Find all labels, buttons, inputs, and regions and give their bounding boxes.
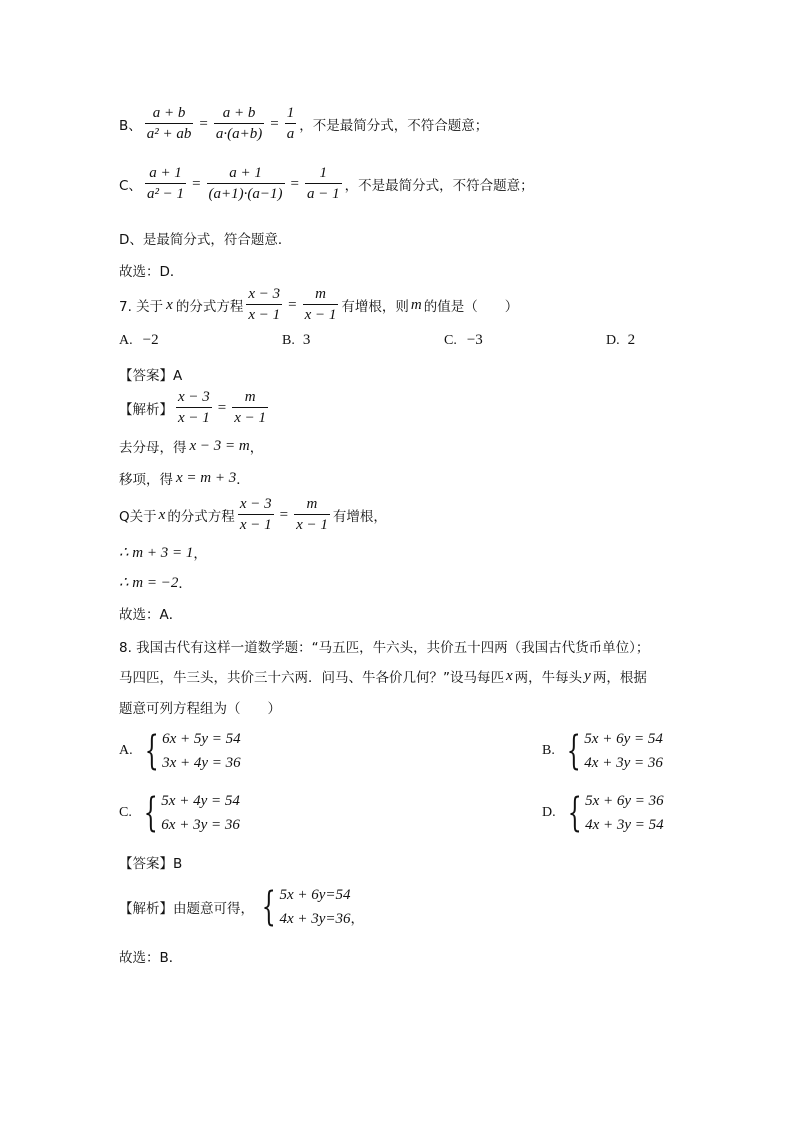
fraction: $\frac{m}{x - 1}$ [304, 286, 337, 323]
q8-option-c: C. { 5x + 4y = 54 6x + 3y = 36 [119, 790, 240, 836]
q7-option-d: D. 2 [606, 332, 636, 348]
q8-analysis: 【解析】 由题意可得， { 5x + 6y=54 4x + 3y=36 ， [119, 884, 365, 930]
option-c-line: C、 $\frac{a + 1}{\text{a² − 1}}$ = $\frac{a + 1}{(a+1)\cdot(a-1)}$ = $\frac{1}{a - 1}$ ，不是最简分式，不符合题意； [119, 165, 534, 202]
q7-question: 7. 关于 x 的分式方程 $\frac{x - 3}{x - 1}$ = $\frac{m}{x - 1}$ 有增根，则 m 的值是（ ） [119, 286, 519, 323]
option-b-label: B、 [119, 118, 142, 134]
q8-option-a: A. { 6x + 5y = 54 3x + 4y = 36 [119, 728, 241, 774]
fraction: $\frac{a + b}{\text{a² + ab}}$ [146, 105, 192, 142]
equation-system: { 6x + 5y = 54 3x + 4y = 36 [144, 728, 241, 774]
q7-analysis: 【解析】 $\frac{x - 3}{x - 1}$ = $\frac{m}{x - 1}$ [119, 389, 267, 426]
q8-line-2: 马四匹，牛三头，共价三十六两．问马、牛各价几何？”设马每匹 x 两，牛每头 y 两，根据 [119, 667, 647, 686]
fraction: $\frac{x - 3}{x - 1}$ [248, 286, 281, 323]
fraction: $\frac{a + 1}{\text{a² − 1}}$ [146, 165, 185, 202]
q8-line-3: 题意可列方程组为（ ） [119, 701, 281, 717]
fraction: $\frac{m}{x - 1}$ [296, 496, 328, 533]
fraction: $\frac{a + 1}{(a+1)\cdot(a-1)}$ [208, 165, 283, 202]
q7-step-2: 移项，得 x = m + 3 ． [119, 469, 250, 488]
q7-step-5: ∴ m = −2 ． [119, 574, 192, 592]
q7-step-3: Q关于 x 的分式方程 $\frac{x - 3}{x - 1}$ = $\frac{m}{x - 1}$ 有增根， [119, 496, 387, 533]
fraction: $\frac{m}{x - 1}$ [234, 389, 267, 426]
q7-step-1: 去分母，得 x − 3 = m ， [119, 437, 264, 456]
q7-option-a: A. −2 [119, 332, 159, 348]
q7-option-b: B. 3 [282, 332, 311, 348]
equation-system: { 5x + 6y=54 4x + 3y=36 [261, 884, 351, 930]
q8-choice: 故选：B． [119, 950, 183, 966]
q7-choice: 故选：A． [119, 607, 183, 623]
option-d-line: D、是最简分式，符合题意． [119, 232, 292, 248]
q7-step-4: ∴ m + 3 = 1 ， [119, 544, 207, 562]
q8-option-b: B. { 5x + 6y = 54 4x + 3y = 36 [542, 728, 663, 774]
fraction: $\frac{a + b}{a\cdot(a+b)}$ [215, 105, 263, 142]
brace-icon: { [566, 728, 581, 774]
brace-icon: { [144, 728, 159, 774]
fraction: $\frac{x - 3}{x - 1}$ [178, 389, 210, 426]
equation-system: { 5x + 6y = 36 4x + 3y = 54 [567, 790, 664, 836]
q6-choice: 故选：D． [119, 264, 184, 280]
fraction: $\frac{1}{a - 1}$ [306, 165, 340, 202]
option-b-line: B、 $\frac{a + b}{\text{a² + ab}}$ = $\frac{a + b}{a\cdot(a+b)}$ = $\frac{1}{a}$ ，不是最简分式，不符合题意； [119, 105, 489, 142]
option-c-label: C、 [119, 178, 142, 194]
brace-icon: { [567, 790, 582, 836]
q8-option-d: D. { 5x + 6y = 36 4x + 3y = 54 [542, 790, 664, 836]
brace-icon: { [261, 884, 276, 930]
q7-option-c: C. −3 [444, 332, 483, 348]
q7-answer: 【答案】A [119, 368, 183, 384]
equation-system: { 5x + 6y = 54 4x + 3y = 36 [566, 728, 663, 774]
q8-line-1: 8. 我国古代有这样一道数学题：“马五匹，牛六头，共价五十四两（我国古代货币单位）； [119, 640, 650, 656]
fraction: $\frac{x - 3}{x - 1}$ [239, 496, 272, 533]
brace-icon: { [143, 790, 158, 836]
equation-system: { 5x + 4y = 54 6x + 3y = 36 [143, 790, 240, 836]
q8-answer: 【答案】B [119, 856, 183, 872]
option-c-text: ，不是最简分式，不符合题意； [344, 178, 534, 194]
option-b-text: ，不是最简分式，不符合题意； [299, 118, 489, 134]
fraction: $\frac{1}{a}$ [286, 105, 295, 142]
